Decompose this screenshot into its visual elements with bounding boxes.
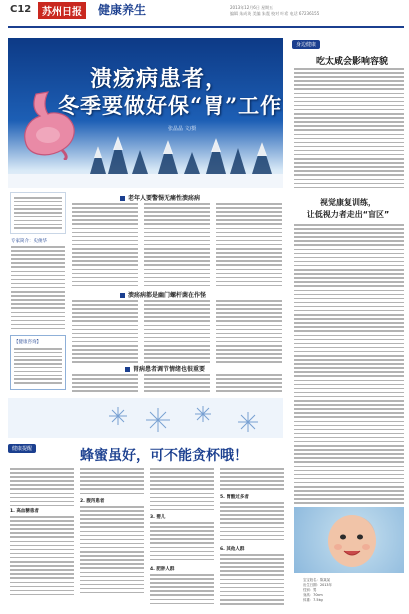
bottom-sub-3: 3. 婴儿	[150, 515, 166, 520]
right-article-1-body	[294, 68, 404, 191]
right-article-title-2b: 让低视力者走出“盲区”	[306, 210, 390, 219]
page-number: C12	[10, 4, 32, 15]
bottom-sub-1: 1. 高血糖患者	[10, 509, 39, 514]
caption-line-1: 宝宝姓名：陈某某	[303, 578, 331, 582]
right-article-title-1: 吃太咸会影响容貌	[315, 57, 388, 67]
editor-credits: 编辑 朱成英 美编 朱震 校对 叶希 电话 67236155	[230, 11, 320, 16]
newspaper-name: 苏州日报	[38, 2, 86, 19]
expert-intro-box	[10, 192, 66, 234]
hero-title-line2: 冬季要做好保“胃”工作	[58, 93, 283, 118]
snowflake-decoration	[8, 398, 283, 438]
article-body-col2	[144, 203, 210, 289]
bottom-col2b	[80, 506, 144, 596]
consult-box	[10, 335, 66, 390]
hero-banner	[8, 38, 283, 188]
article-body-col3	[216, 203, 282, 289]
baby-photo	[294, 507, 404, 573]
page-header	[0, 0, 409, 28]
section-title: 健康养生	[98, 3, 147, 17]
bottom-col1	[10, 468, 74, 509]
article-body-col2c	[144, 374, 210, 394]
hero-byline: 张晶晶 文/摄	[168, 126, 197, 132]
bottom-col4c	[220, 554, 284, 607]
snowy-trees-illustration	[8, 128, 283, 188]
caption-line-5: 体重：7.5kg	[303, 598, 323, 602]
caption-line-2: 出生日期：2013年	[303, 583, 332, 587]
caption-line-4: 身高：70cm	[303, 593, 323, 597]
bottom-col4b	[220, 502, 284, 543]
caption-line-3: 性别：男	[303, 588, 317, 592]
article-body-col2b	[144, 300, 210, 366]
bottom-col4	[220, 468, 284, 493]
article-body-col1b	[72, 300, 138, 366]
photo-caption	[303, 578, 399, 603]
consult-box-title: 【健康咨询】	[14, 340, 41, 345]
bottom-sub-5: 5. 胃酸过多者	[220, 495, 249, 500]
article-body-col3b	[216, 300, 282, 366]
bottom-col3	[150, 468, 214, 513]
issue-date: 2013年12月6日 星期五	[230, 5, 274, 10]
bottom-col3c	[150, 574, 214, 607]
article-subhead-3: 胃病患者调节情绪也很重要	[125, 364, 205, 373]
bottom-col1b	[10, 516, 74, 598]
bottom-sub-2: 2. 腹泻患者	[80, 499, 105, 504]
bottom-sub-6: 6. 其他人群	[220, 547, 245, 552]
article-body-col1c	[72, 374, 138, 394]
right-article-title-2a: 视觉康复训练，	[320, 198, 376, 207]
right-article-2-body	[294, 224, 404, 506]
bottom-col3b	[150, 522, 214, 563]
expert-box-title: 专家简介：史俊华	[11, 239, 47, 244]
article-body-col3c	[216, 374, 282, 394]
bottom-section-tag: 健康提醒	[8, 444, 36, 453]
article-body-col1	[72, 203, 138, 289]
header-rule	[8, 26, 404, 28]
bottom-sub-4: 4. 肥胖人群	[150, 567, 175, 572]
hero-title-line1: 溃疡病患者，	[90, 66, 229, 92]
bottom-col2	[80, 468, 144, 497]
article-subhead-1: 老年人要警惕无痛性溃疡病	[120, 193, 200, 202]
article-subhead-2: 溃疡病都是幽门螺杆菌在作怪	[120, 290, 206, 299]
sidebar-text	[11, 246, 65, 332]
bottom-article-title: 蜂蜜虽好，可不能贪杯哦！	[80, 448, 248, 464]
right-section-tag: 身边健康	[292, 40, 320, 49]
